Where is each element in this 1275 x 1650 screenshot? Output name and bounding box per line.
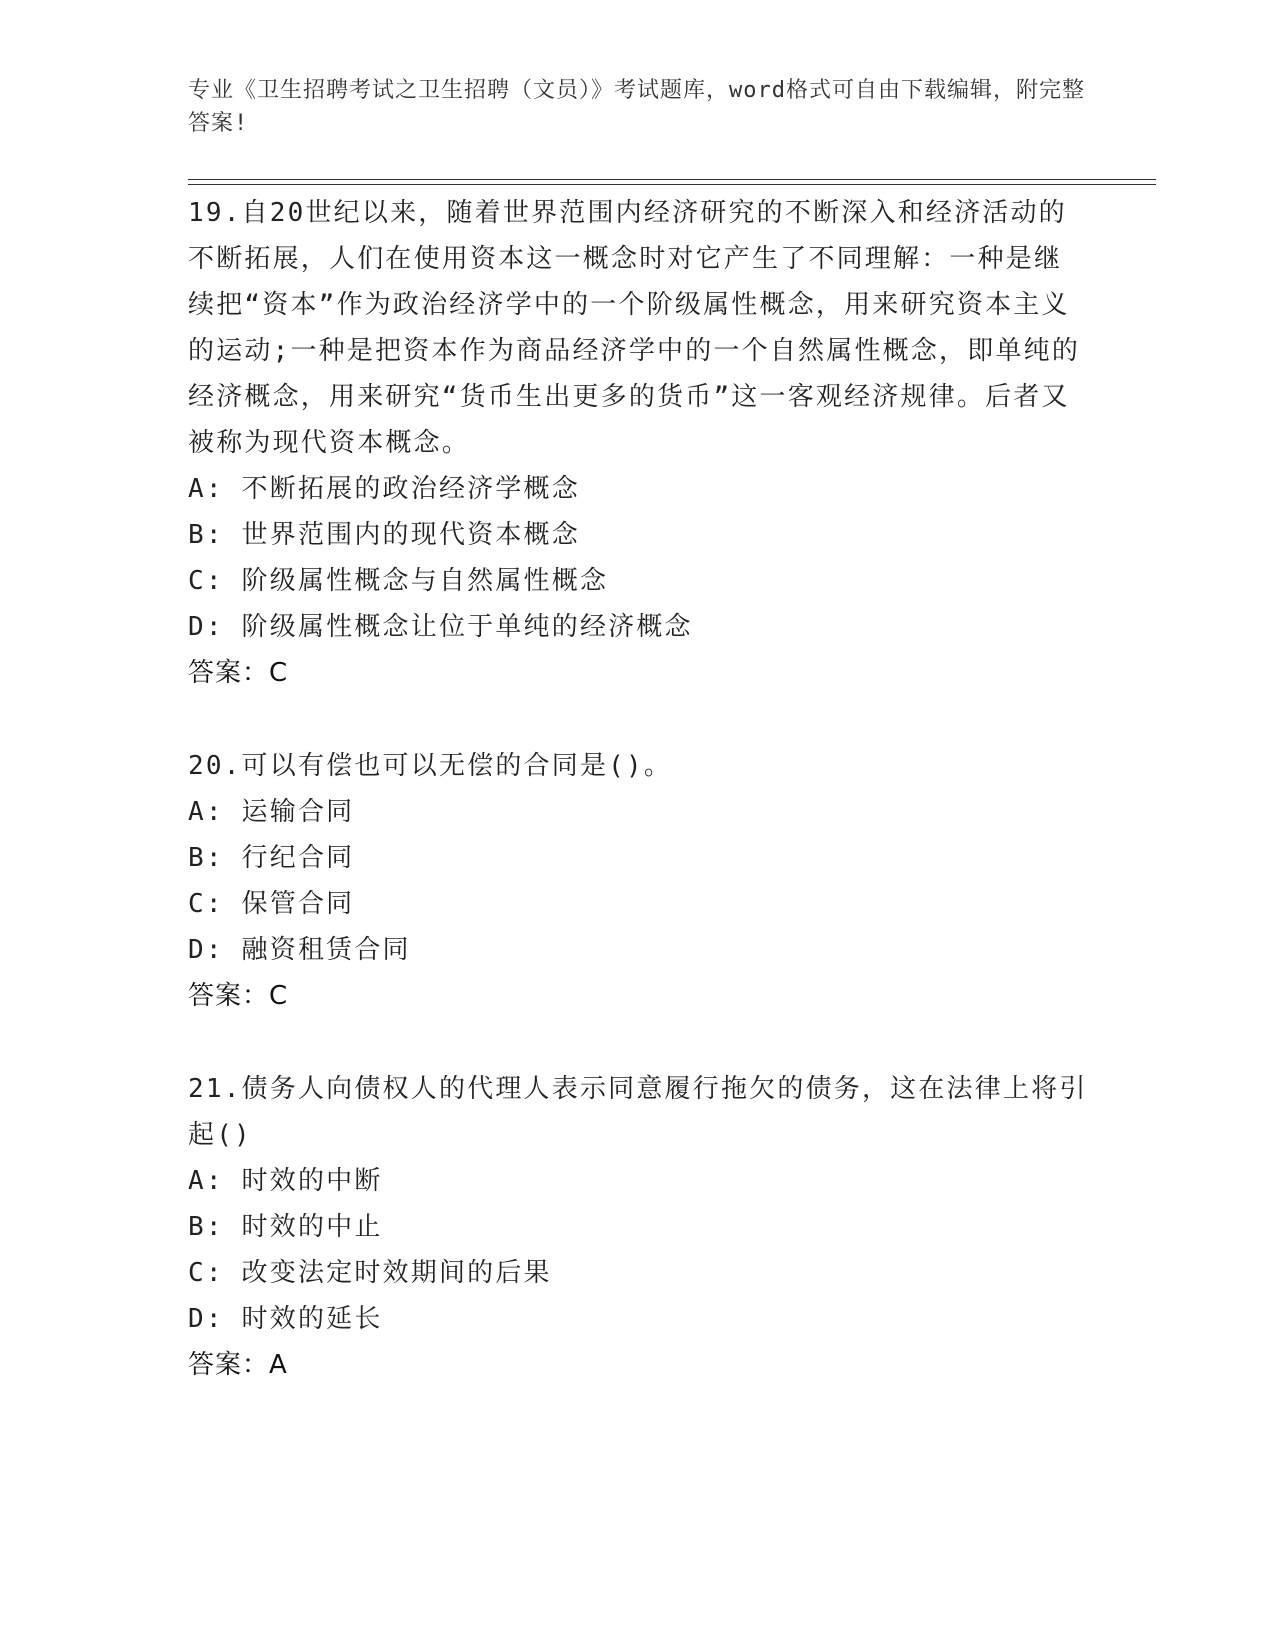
- option-c: C: 改变法定时效期间的后果: [188, 1258, 552, 1288]
- question-19: [188, 190, 1088, 696]
- question-stem: 21.债务人向债权人的代理人表示同意履行拖欠的债务，这在法律上将引起(): [188, 1074, 1088, 1150]
- option-a: A: 不断拓展的政治经济学概念: [188, 474, 580, 504]
- question-21: [188, 1066, 1088, 1388]
- option-c: C: 保管合同: [188, 889, 355, 919]
- header-rule-top: [188, 179, 1156, 180]
- option-b: B: 世界范围内的现代资本概念: [188, 520, 580, 550]
- question-stem: 19.自20世纪以来，随着世界范围内经济研究的不断深入和经济活动的不断拓展，人们在使用资本这一概念时对它产生了不同理解：一种是继续把“资本”作为政治经济学中的一个阶级属性概念，用来研究资本主义的运动;一种是把资本作为商品经济学中的一个自然属性概念，即单纯的经济概念，用来研究“货币生出更多的货币”这一客观经济规律。后者又被称为现代资本概念。: [188, 198, 1081, 458]
- document-header: 专业《卫生招聘考试之卫生招聘（文员）》考试题库，word格式可自由下载编辑，附完整答案!: [188, 78, 1085, 136]
- answer-label: 答案：A: [188, 1350, 288, 1380]
- option-d: D: 融资租赁合同: [188, 935, 411, 965]
- question-stem: 20.可以有偿也可以无偿的合同是()。: [188, 751, 673, 781]
- header-rule-bottom: [188, 184, 1156, 185]
- answer-label: 答案：C: [188, 981, 289, 1011]
- question-20: [188, 743, 1088, 1019]
- option-c: C: 阶级属性概念与自然属性概念: [188, 566, 609, 596]
- option-d: D: 时效的延长: [188, 1304, 383, 1334]
- answer-label: 答案：C: [188, 658, 289, 688]
- option-b: B: 时效的中止: [188, 1212, 383, 1242]
- option-a: A: 运输合同: [188, 797, 355, 827]
- option-a: A: 时效的中断: [188, 1166, 383, 1196]
- question-list: [188, 190, 1088, 1435]
- option-b: B: 行纪合同: [188, 843, 355, 873]
- option-d: D: 阶级属性概念让位于单纯的经济概念: [188, 612, 693, 642]
